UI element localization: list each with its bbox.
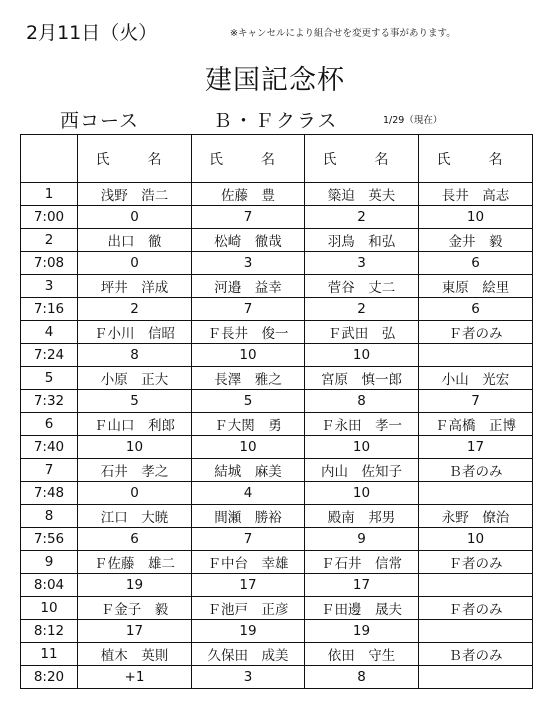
- handicap-value: 6: [78, 528, 192, 551]
- group-number: 2: [21, 229, 78, 252]
- table-row: [21, 206, 533, 229]
- group-number: 3: [21, 275, 78, 298]
- column-header-name: 氏 名: [305, 135, 419, 183]
- handicap-value: [419, 482, 533, 505]
- table-header-row: [21, 135, 533, 183]
- table-row: [21, 229, 533, 252]
- handicap-value: 17: [78, 620, 192, 643]
- handicap-value: 10: [419, 206, 533, 229]
- player-name: Ｆ高橋 正博: [419, 413, 533, 436]
- header-empty-cell: [21, 135, 78, 183]
- handicap-value: 4: [192, 482, 305, 505]
- player-name: 出口 徹: [78, 229, 192, 252]
- handicap-value: 0: [78, 206, 192, 229]
- handicap-value: 2: [305, 298, 419, 321]
- group-number: 8: [21, 505, 78, 528]
- player-name: 依田 守生: [305, 643, 419, 666]
- handicap-value: 10: [192, 344, 305, 367]
- group-number: 1: [21, 183, 78, 206]
- tee-time: 8:04: [21, 574, 78, 597]
- tee-time: 8:20: [21, 666, 78, 689]
- table-row: [21, 344, 533, 367]
- handicap-value: 7: [192, 206, 305, 229]
- player-name: 結城 麻美: [192, 459, 305, 482]
- tee-time: 7:40: [21, 436, 78, 459]
- table-row: [21, 482, 533, 505]
- handicap-value: [419, 666, 533, 689]
- handicap-value: 17: [305, 574, 419, 597]
- tee-time: 7:24: [21, 344, 78, 367]
- player-name: 松崎 徹哉: [192, 229, 305, 252]
- player-name: 間瀬 勝裕: [192, 505, 305, 528]
- table-row: [21, 620, 533, 643]
- player-name: Ｆ者のみ: [419, 597, 533, 620]
- handicap-value: 0: [78, 482, 192, 505]
- handicap-value: 17: [419, 436, 533, 459]
- as-of-date: 1/29（現在）: [383, 115, 443, 126]
- handicap-value: 9: [305, 528, 419, 551]
- column-header-name: 氏 名: [78, 135, 192, 183]
- player-name: 坪井 洋成: [78, 275, 192, 298]
- handicap-value: 19: [305, 620, 419, 643]
- tee-time: 7:16: [21, 298, 78, 321]
- player-name: 植木 英則: [78, 643, 192, 666]
- player-name: Ｆ佐藤 雄二: [78, 551, 192, 574]
- player-name: Ｆ金子 毅: [78, 597, 192, 620]
- handicap-value: 10: [78, 436, 192, 459]
- table-body: [21, 183, 533, 689]
- player-name: Ｆ永田 孝一: [305, 413, 419, 436]
- player-name: Ｆ者のみ: [419, 321, 533, 344]
- handicap-value: 8: [78, 344, 192, 367]
- player-name: Ｆ者のみ: [419, 551, 533, 574]
- handicap-value: 7: [419, 390, 533, 413]
- player-name: 内山 佐知子: [305, 459, 419, 482]
- table-row: [21, 597, 533, 620]
- handicap-value: 10: [305, 436, 419, 459]
- table-row: [21, 183, 533, 206]
- player-name: 石井 孝之: [78, 459, 192, 482]
- player-name: 河邉 益幸: [192, 275, 305, 298]
- player-name: Ｆ石井 信常: [305, 551, 419, 574]
- table-row: [21, 275, 533, 298]
- column-header-name: 氏 名: [419, 135, 533, 183]
- player-name: 浅野 浩二: [78, 183, 192, 206]
- group-number: 9: [21, 551, 78, 574]
- handicap-value: 0: [78, 252, 192, 275]
- handicap-value: 10: [192, 436, 305, 459]
- group-number: 10: [21, 597, 78, 620]
- player-name: 長井 高志: [419, 183, 533, 206]
- table-row: [21, 574, 533, 597]
- handicap-value: +1: [78, 666, 192, 689]
- handicap-value: 17: [192, 574, 305, 597]
- group-number: 7: [21, 459, 78, 482]
- table-row: [21, 528, 533, 551]
- player-name: 東原 絵里: [419, 275, 533, 298]
- player-name: 殿南 邦男: [305, 505, 419, 528]
- table-row: [21, 505, 533, 528]
- course-label: 西コース: [60, 110, 140, 132]
- table-row: [21, 367, 533, 390]
- handicap-value: 6: [419, 252, 533, 275]
- player-name: 小原 正大: [78, 367, 192, 390]
- handicap-value: [419, 344, 533, 367]
- table-row: [21, 252, 533, 275]
- player-name: Ｆ田邊 晟夫: [305, 597, 419, 620]
- player-name: 佐藤 豊: [192, 183, 305, 206]
- player-name: Ｂ者のみ: [419, 459, 533, 482]
- player-name: Ｂ者のみ: [419, 643, 533, 666]
- player-name: Ｆ中台 幸雄: [192, 551, 305, 574]
- handicap-value: 8: [305, 666, 419, 689]
- tee-time: 7:48: [21, 482, 78, 505]
- cancellation-notice: ※キャンセルにより組合せを変更する事があります。: [230, 28, 456, 39]
- player-name: 久保田 成美: [192, 643, 305, 666]
- player-name: 簗迫 英夫: [305, 183, 419, 206]
- table-row: [21, 459, 533, 482]
- player-name: Ｆ長井 俊一: [192, 321, 305, 344]
- handicap-value: 2: [305, 206, 419, 229]
- player-name: 宮原 慎一郎: [305, 367, 419, 390]
- tee-time: 7:56: [21, 528, 78, 551]
- handicap-value: 7: [192, 298, 305, 321]
- handicap-value: [419, 620, 533, 643]
- tee-time: 7:08: [21, 252, 78, 275]
- handicap-value: 19: [78, 574, 192, 597]
- table-row: [21, 436, 533, 459]
- pairing-table: [20, 134, 533, 689]
- handicap-value: 6: [419, 298, 533, 321]
- player-name: 長澤 雅之: [192, 367, 305, 390]
- handicap-value: 10: [419, 528, 533, 551]
- table-row: [21, 298, 533, 321]
- player-name: 菅谷 丈二: [305, 275, 419, 298]
- player-name: Ｆ武田 弘: [305, 321, 419, 344]
- handicap-value: 5: [78, 390, 192, 413]
- tee-time: 7:32: [21, 390, 78, 413]
- tee-time: 7:00: [21, 206, 78, 229]
- player-name: 羽鳥 和弘: [305, 229, 419, 252]
- player-name: Ｆ大関 勇: [192, 413, 305, 436]
- group-number: 5: [21, 367, 78, 390]
- group-number: 6: [21, 413, 78, 436]
- player-name: Ｆ池戸 正彦: [192, 597, 305, 620]
- table-row: [21, 666, 533, 689]
- handicap-value: 2: [78, 298, 192, 321]
- player-name: 江口 大暁: [78, 505, 192, 528]
- handicap-value: 3: [192, 666, 305, 689]
- player-name: 永野 僚治: [419, 505, 533, 528]
- group-number: 11: [21, 643, 78, 666]
- handicap-value: 8: [305, 390, 419, 413]
- group-number: 4: [21, 321, 78, 344]
- handicap-value: [419, 574, 533, 597]
- handicap-value: 3: [192, 252, 305, 275]
- table-row: [21, 413, 533, 436]
- table-row: [21, 390, 533, 413]
- handicap-value: 10: [305, 482, 419, 505]
- handicap-value: 10: [305, 344, 419, 367]
- player-name: Ｆ小川 信昭: [78, 321, 192, 344]
- table-row: [21, 321, 533, 344]
- page-title: 建国記念杯: [205, 65, 345, 96]
- handicap-value: 3: [305, 252, 419, 275]
- table-row: [21, 643, 533, 666]
- tee-time: 8:12: [21, 620, 78, 643]
- handicap-value: 5: [192, 390, 305, 413]
- player-name: Ｆ山口 利郎: [78, 413, 192, 436]
- table-row: [21, 551, 533, 574]
- handicap-value: 7: [192, 528, 305, 551]
- player-name: 金井 毅: [419, 229, 533, 252]
- column-header-name: 氏 名: [192, 135, 305, 183]
- class-label: Ｂ・Ｆクラス: [213, 110, 339, 132]
- handicap-value: 19: [192, 620, 305, 643]
- date-heading: 2月11日（火）: [26, 22, 158, 44]
- player-name: 小山 光宏: [419, 367, 533, 390]
